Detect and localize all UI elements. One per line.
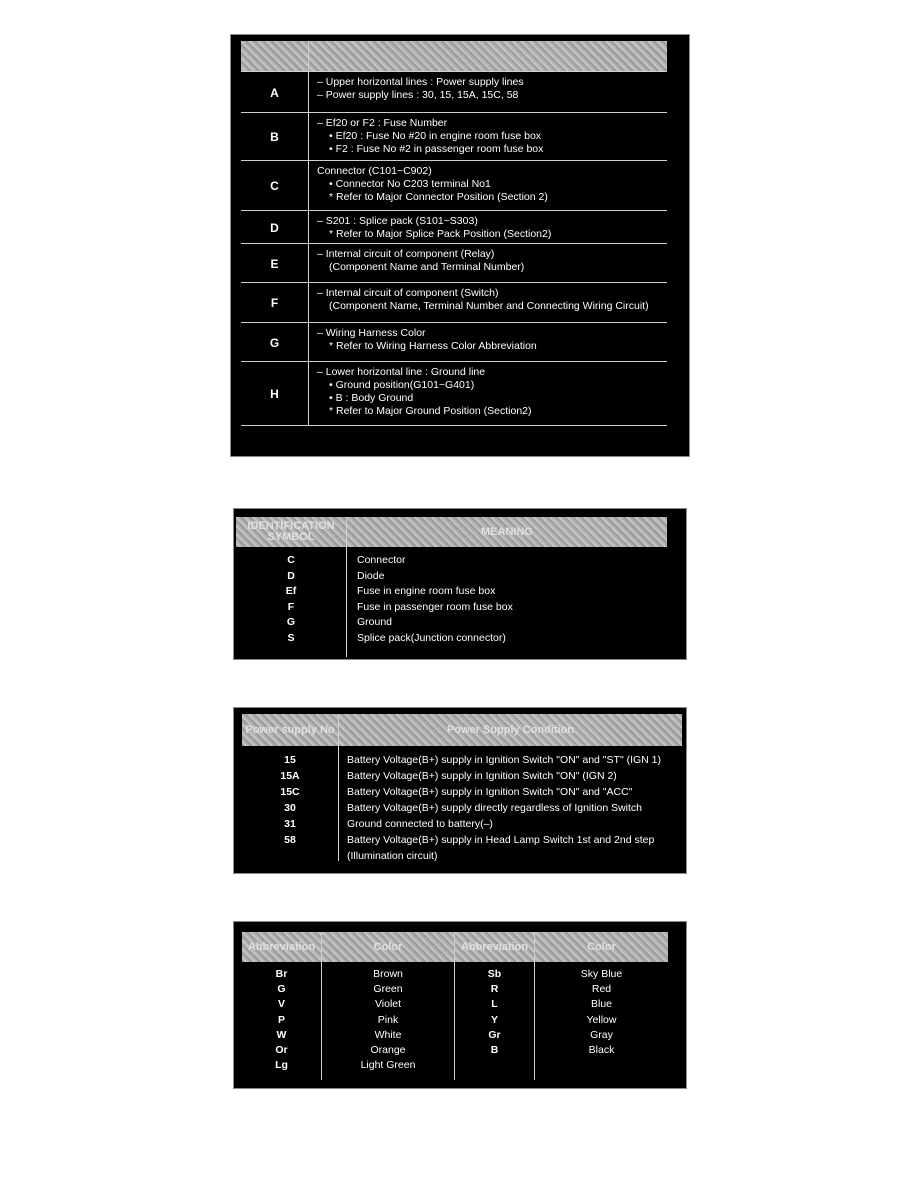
power-number: 15C (280, 786, 300, 798)
color-name: Black (588, 1044, 615, 1057)
color-name: Pink (377, 1013, 399, 1026)
identification-symbol-column (236, 547, 347, 657)
color-abbreviation: Y (490, 1013, 498, 1026)
color-name: Sky Blue (580, 968, 623, 980)
identification-symbol: G (286, 616, 296, 628)
power-condition: Battery Voltage(B+) supply directly regardless of Ignition Switch (347, 802, 643, 814)
power-number: 58 (284, 834, 296, 846)
identification-meaning: Ground (357, 616, 393, 628)
legend-line: – Lower horizontal line : Ground line (317, 366, 486, 378)
color-name: Gray (590, 1028, 613, 1041)
color-abbreviation: Lg (275, 1059, 288, 1072)
color-abbreviation: R (490, 983, 499, 996)
legend-row (241, 71, 667, 113)
legend-line: Connector (C101~C902) (317, 165, 432, 177)
legend-line: * Refer to Major Ground Position (Section2) (329, 405, 532, 417)
power-number: 31 (284, 818, 296, 830)
power-condition: Battery Voltage(B+) supply in Ignition Switch "ON" (IGN 2) (347, 770, 617, 782)
legend-line: – Upper horizontal lines : Power supply lines (317, 76, 524, 88)
legend-line: • Connector No C203 terminal No1 (329, 178, 491, 190)
legend-row (241, 160, 667, 211)
legend-description (309, 283, 667, 323)
power-condition-column (339, 746, 682, 861)
identification-meaning: Splice pack(Junction connector) (357, 631, 506, 644)
color-name: Yellow (586, 1013, 617, 1026)
power-condition: (Illumination circuit) (347, 850, 438, 862)
color-abbr-header-left: Abbreviation (242, 932, 322, 962)
color-abbreviation: Or (275, 1044, 288, 1057)
color-name-column-right (535, 962, 668, 1080)
legend-header (241, 41, 667, 71)
power-condition: Battery Voltage(B+) supply in Ignition Switch "ON" and "ACC" (347, 786, 633, 798)
legend-line: * Refer to Major Connector Position (Section 2) (329, 191, 548, 203)
legend-line: (Component Name and Terminal Number) (329, 261, 525, 273)
power-condition: Ground connected to battery(–) (347, 818, 493, 830)
identification-meaning-header: MEANING (347, 517, 667, 547)
legend-row (241, 361, 667, 426)
legend-row (241, 322, 667, 362)
identification-meaning: Diode (357, 569, 385, 582)
power-number: 30 (284, 802, 296, 814)
color-abbreviation: G (277, 983, 286, 996)
color-name: Orange (370, 1044, 406, 1057)
legend-row (241, 112, 667, 161)
legend-line: – Ef20 or F2 : Fuse Number (317, 117, 448, 129)
legend-line: – S201 : Splice pack (S101~S303) (317, 215, 478, 227)
wire-color-table (233, 921, 687, 1089)
power-condition-header: Power Supply Condition (339, 714, 682, 746)
legend-line: – Internal circuit of component (Switch) (317, 287, 499, 299)
power-number-column (242, 746, 339, 861)
legend-description (309, 244, 667, 283)
legend-line: * Refer to Major Splice Pack Position (Section2) (329, 228, 552, 240)
color-abbreviation: V (277, 998, 285, 1011)
identification-symbol: Ef (285, 585, 297, 597)
legend-line: • B : Body Ground (329, 392, 414, 404)
power-condition: Battery Voltage(B+) supply in Ignition Switch "ON" and "ST" (IGN 1) (347, 754, 662, 766)
color-name: Light Green (360, 1059, 416, 1072)
legend-description (309, 362, 667, 426)
legend-panel (230, 34, 690, 457)
legend-row (241, 210, 667, 244)
legend-line: – Wiring Harness Color (317, 327, 426, 339)
legend-bottom-rule (241, 425, 667, 426)
color-abbr-column-right (455, 962, 535, 1080)
identification-table (233, 508, 687, 660)
identification-symbol: C (287, 554, 295, 566)
legend-line: – Power supply lines : 30, 15, 15A, 15C, 58 (317, 89, 519, 101)
color-name-column-left (322, 962, 455, 1080)
power-number: 15A (280, 770, 300, 782)
identification-symbol: F (287, 600, 295, 613)
color-abbreviation: Sb (487, 968, 502, 980)
legend-line: • Ef20 : Fuse No #20 in engine room fuse box (329, 130, 542, 142)
legend-description (309, 161, 667, 211)
identification-meaning: Connector (357, 554, 406, 566)
color-abbreviation: B (490, 1044, 499, 1057)
color-name-header-right: Color (535, 932, 668, 962)
power-number-header: Power supply No (242, 714, 339, 746)
legend-description (309, 323, 667, 362)
color-abbr-column-left (242, 962, 322, 1080)
legend-line: – Internal circuit of component (Relay) (317, 248, 495, 260)
identification-meaning: Fuse in engine room fuse box (357, 585, 496, 597)
color-abbreviation: W (276, 1028, 287, 1041)
color-abbreviation: P (277, 1013, 285, 1026)
legend-line: (Component Name, Terminal Number and Connecting Wiring Circuit) (329, 300, 649, 312)
legend-letter: E (241, 244, 309, 283)
color-name: Violet (374, 998, 402, 1011)
color-name: Blue (590, 998, 612, 1011)
legend-letter: H (241, 362, 309, 426)
legend-letter: B (241, 113, 309, 161)
color-name: Red (591, 983, 612, 996)
legend-letter: A (241, 72, 309, 113)
color-abbr-header-right: Abbreviation (455, 932, 535, 962)
legend-letter: F (241, 283, 309, 323)
legend-line: * Refer to Wiring Harness Color Abbreviation (329, 340, 537, 352)
legend-description (309, 211, 667, 244)
color-abbreviation: Gr (488, 1028, 501, 1041)
power-number: 15 (284, 754, 296, 766)
legend-header-left (241, 41, 309, 71)
legend-row (241, 282, 667, 323)
identification-symbol-header: IDENTIFICATION SYMBOL (236, 517, 347, 547)
legend-description (309, 72, 667, 113)
color-name: Brown (373, 968, 403, 980)
identification-symbol: S (287, 631, 295, 644)
legend-description (309, 113, 667, 161)
color-name-header-left: Color (322, 932, 455, 962)
legend-line: • F2 : Fuse No #2 in passenger room fuse box (329, 143, 544, 155)
color-name: Green (373, 983, 403, 996)
legend-letter: G (241, 323, 309, 362)
legend-letter: C (241, 161, 309, 211)
color-name: White (374, 1028, 402, 1041)
identification-meaning: Fuse in passenger room fuse box (357, 600, 513, 613)
legend-header-right (309, 41, 667, 71)
power-condition: Battery Voltage(B+) supply in Head Lamp Switch 1st and 2nd step (347, 834, 655, 846)
power-supply-table (233, 707, 687, 874)
legend-letter: D (241, 211, 309, 244)
legend-line: • Ground position(G101~G401) (329, 379, 475, 391)
power-number (242, 848, 338, 859)
identification-symbol: D (287, 569, 295, 582)
color-abbreviation: Br (275, 968, 288, 980)
legend-row (241, 243, 667, 283)
identification-meaning-column (347, 547, 667, 657)
color-abbreviation: L (491, 998, 498, 1011)
